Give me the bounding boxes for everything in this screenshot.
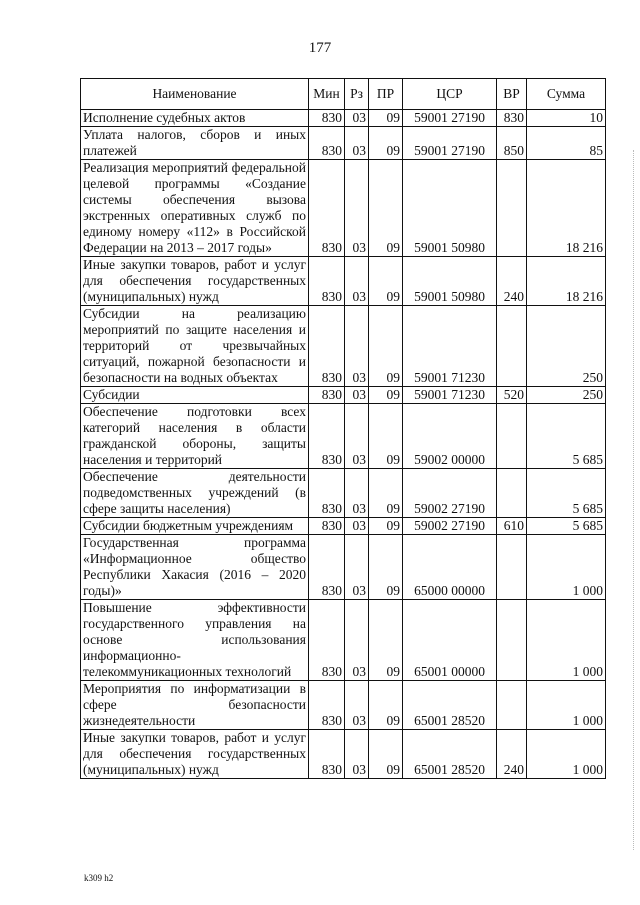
cell-name: Субсидии <box>81 387 309 404</box>
cell-min: 830 <box>309 127 345 160</box>
cell-name: Мероприятия по информатизации в сфере безопасности жизнедеятельности <box>81 681 309 730</box>
cell-sum: 5 685 <box>527 518 606 535</box>
cell-name: Обеспечение деятельности подведомственных учреждений (в сфере защиты населения) <box>81 469 309 518</box>
cell-rz: 03 <box>345 387 369 404</box>
footer-code: k309 h2 <box>84 873 114 883</box>
cell-vr <box>497 681 527 730</box>
cell-min: 830 <box>309 160 345 257</box>
cell-pr: 09 <box>369 387 403 404</box>
cell-name: Субсидии бюджетным учреждениям <box>81 518 309 535</box>
scan-edge-marks <box>632 150 634 850</box>
table-row <box>81 404 606 469</box>
cell-pr: 09 <box>369 469 403 518</box>
table-row <box>81 306 606 387</box>
cell-rz: 03 <box>345 681 369 730</box>
cell-pr: 09 <box>369 257 403 306</box>
cell-rz: 03 <box>345 306 369 387</box>
header-rz: Рз <box>345 79 369 110</box>
cell-vr: 240 <box>497 730 527 779</box>
table-row <box>81 730 606 779</box>
cell-rz: 03 <box>345 257 369 306</box>
cell-sum: 1 000 <box>527 600 606 681</box>
cell-min: 830 <box>309 387 345 404</box>
cell-vr <box>497 306 527 387</box>
table-row <box>81 469 606 518</box>
cell-csr: 65001 00000 <box>403 600 497 681</box>
cell-csr: 59002 27190 <box>403 469 497 518</box>
cell-name: Обеспечение подготовки всех категорий населения в области гражданской обороны, защиты населения и территорий <box>81 404 309 469</box>
table-row <box>81 600 606 681</box>
cell-csr: 59001 50980 <box>403 257 497 306</box>
cell-csr: 59002 00000 <box>403 404 497 469</box>
cell-sum: 1 000 <box>527 730 606 779</box>
cell-sum: 250 <box>527 387 606 404</box>
cell-sum: 5 685 <box>527 469 606 518</box>
cell-min: 830 <box>309 535 345 600</box>
header-vr: ВР <box>497 79 527 110</box>
cell-csr: 65000 00000 <box>403 535 497 600</box>
cell-csr: 59001 71230 <box>403 306 497 387</box>
cell-min: 830 <box>309 110 345 127</box>
cell-rz: 03 <box>345 127 369 160</box>
header-csr: ЦСР <box>403 79 497 110</box>
cell-csr: 59001 27190 <box>403 110 497 127</box>
table-row <box>81 127 606 160</box>
cell-vr: 610 <box>497 518 527 535</box>
cell-rz: 03 <box>345 404 369 469</box>
cell-rz: 03 <box>345 600 369 681</box>
cell-csr: 65001 28520 <box>403 730 497 779</box>
cell-min: 830 <box>309 404 345 469</box>
cell-rz: 03 <box>345 469 369 518</box>
page-number: 177 <box>308 40 332 56</box>
cell-name: Реализация мероприятий федеральной целевой программы «Создание системы обеспечения вызова экстренных оперативных служб по единому номеру «112» в Российской Федерации на 2013 – 2017 годы» <box>81 160 309 257</box>
cell-pr: 09 <box>369 160 403 257</box>
cell-vr: 240 <box>497 257 527 306</box>
cell-sum: 10 <box>527 110 606 127</box>
cell-pr: 09 <box>369 535 403 600</box>
cell-name: Субсидии на реализацию мероприятий по защите населения и территорий от чрезвычайных ситуаций, пожарной безопасности и безопасности на водных объектах <box>81 306 309 387</box>
cell-sum: 1 000 <box>527 535 606 600</box>
table-row <box>81 110 606 127</box>
cell-sum: 18 216 <box>527 257 606 306</box>
cell-name: Исполнение судебных актов <box>81 110 309 127</box>
cell-min: 830 <box>309 306 345 387</box>
cell-min: 830 <box>309 681 345 730</box>
cell-vr: 850 <box>497 127 527 160</box>
cell-vr <box>497 160 527 257</box>
cell-vr <box>497 535 527 600</box>
cell-min: 830 <box>309 730 345 779</box>
header-name: Наименование <box>81 79 309 110</box>
cell-name: Иные закупки товаров, работ и услуг для обеспечения государственных (муниципальных) нужд <box>81 730 309 779</box>
cell-min: 830 <box>309 469 345 518</box>
cell-min: 830 <box>309 600 345 681</box>
header-pr: ПР <box>369 79 403 110</box>
cell-name: Уплата налогов, сборов и иных платежей <box>81 127 309 160</box>
cell-name: Повышение эффективности государственного управления на основе использования информационно-телекоммуникационных технологий <box>81 600 309 681</box>
table-row <box>81 518 606 535</box>
cell-pr: 09 <box>369 127 403 160</box>
cell-pr: 09 <box>369 600 403 681</box>
cell-vr: 830 <box>497 110 527 127</box>
cell-rz: 03 <box>345 518 369 535</box>
cell-csr: 59001 71230 <box>403 387 497 404</box>
cell-pr: 09 <box>369 681 403 730</box>
table-header-row <box>81 79 606 110</box>
cell-pr: 09 <box>369 518 403 535</box>
cell-min: 830 <box>309 257 345 306</box>
cell-sum: 85 <box>527 127 606 160</box>
header-sum: Сумма <box>527 79 606 110</box>
table-row <box>81 160 606 257</box>
cell-sum: 18 216 <box>527 160 606 257</box>
cell-rz: 03 <box>345 160 369 257</box>
table-row <box>81 535 606 600</box>
cell-name: Государственная программа «Информационное общество Республики Хакасия (2016 – 2020 годы)» <box>81 535 309 600</box>
budget-table <box>80 78 606 779</box>
cell-sum: 5 685 <box>527 404 606 469</box>
cell-min: 830 <box>309 518 345 535</box>
cell-csr: 59002 27190 <box>403 518 497 535</box>
cell-pr: 09 <box>369 730 403 779</box>
cell-vr: 520 <box>497 387 527 404</box>
table-row <box>81 681 606 730</box>
cell-pr: 09 <box>369 110 403 127</box>
cell-vr <box>497 600 527 681</box>
cell-rz: 03 <box>345 110 369 127</box>
cell-sum: 250 <box>527 306 606 387</box>
cell-rz: 03 <box>345 730 369 779</box>
table-row <box>81 257 606 306</box>
cell-csr: 59001 27190 <box>403 127 497 160</box>
cell-name: Иные закупки товаров, работ и услуг для обеспечения государственных (муниципальных) нужд <box>81 257 309 306</box>
cell-sum: 1 000 <box>527 681 606 730</box>
cell-pr: 09 <box>369 306 403 387</box>
cell-vr <box>497 404 527 469</box>
cell-csr: 65001 28520 <box>403 681 497 730</box>
cell-pr: 09 <box>369 404 403 469</box>
header-min: Мин <box>309 79 345 110</box>
cell-vr <box>497 469 527 518</box>
cell-rz: 03 <box>345 535 369 600</box>
cell-csr: 59001 50980 <box>403 160 497 257</box>
table-row <box>81 387 606 404</box>
